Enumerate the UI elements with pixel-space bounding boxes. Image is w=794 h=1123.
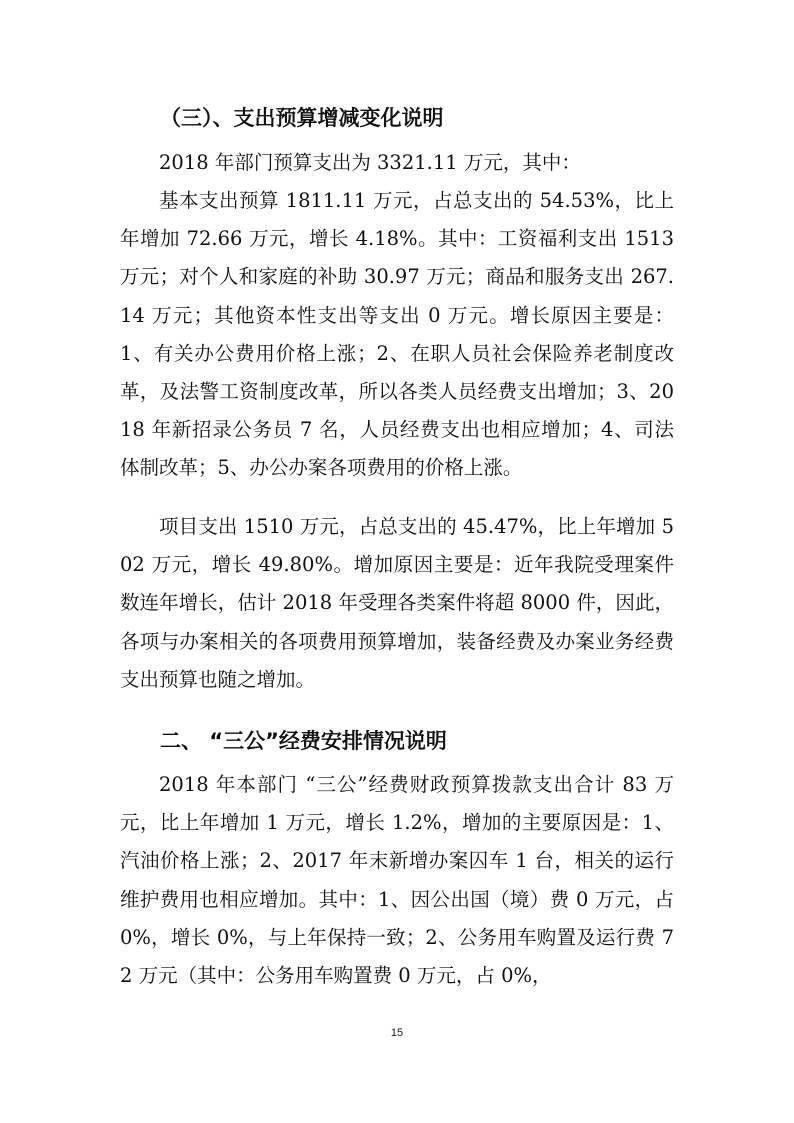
page-number: 15 (390, 1027, 404, 1039)
paragraph-three-public-funds: 2018 年本部门 “三公”经费财政预算拨款支出合计 83 万元，比上年增加 1 万元，增长 1.2%，增加的主要原因是：1、汽油价格上涨；2、2017 年末新增办案囚车 1 台，相关的运行维护费用也相应增加。其中：1、因公出国（境）费 0 万元，占 0%，增长 0%，与上年保持一致；2、公务用车购置及运行费 72 万元（其中：公务用车购置费 0 万元，占 0%， (120, 773, 674, 988)
section-heading-three-public-funds: 二、 “三公”经费安排情况说明 (160, 729, 447, 753)
paragraph-project-expenditure: 项目支出 1510 万元，占总支出的 45.47%，比上年增加 502 万元，增长 49.80%。增加原因主要是：近年我院受理案件数连年增长，估计 2018 年受理各类案件将超 8000 件，因此，各项与办案相关的各项费用预算增加，装备经费及办案业务经费支出预算也随之增加。 (120, 515, 674, 691)
section-heading-expenditure-change: （三）、支出预算增减变化说明 (160, 106, 444, 130)
paragraph-total-expenditure: 2018 年部门预算支出为 3321.11 万元，其中： (159, 151, 581, 174)
paragraph-basic-expenditure: 基本支出预算 1811.11 万元，占总支出的 54.53%，比上年增加 72.66 万元，增长 4.18%。其中：工资福利支出 1513 万元；对个人和家庭的补助 30.97 万元；商品和服务支出 267.14 万元；其他资本性支出等支出 0 万元。增长原因主要是：1、有关办公费用价格上涨；2、在职人员社会保险养老制度改革，及法警工资制度改革，所以各类人员经费支出增加；3、2018 年新招录公务员 7 名，人员经费支出也相应增加；4、司法体制改革；5、办公办案各项费用的价格上涨。 (120, 189, 674, 480)
